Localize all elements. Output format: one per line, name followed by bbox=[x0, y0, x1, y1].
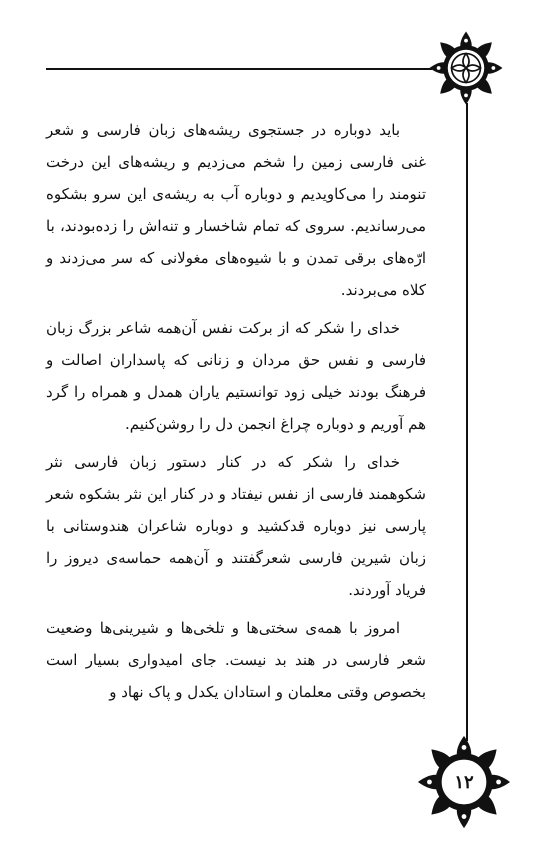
header-rule bbox=[46, 68, 432, 70]
paragraph: باید دوباره در جستجوی ریشه‌های زبان فارسی و شعر غنی فارسی زمین را شخم می‌زدیم و ریشه‌های این درخت تنومند را می‌کاویدیم و دوباره آب به ریشه‌ی این سرو بشکوه می‌رساندیم. سروی که تمام شاخسار و تنه‌اش را زده‌بودند، با ارّه‌های برقی تمدن و با شیوه‌های مغولانی که سر می‌زدند و کلاه می‌بردند. bbox=[46, 121, 426, 299]
margin-rule bbox=[466, 103, 468, 741]
paragraph: امروز با همه‌ی سختی‌ها و تلخی‌ها و شیرینی‌ها وضعیت شعر فارسی در هند بد نیست. جای امیدواری بسیار است بخصوص وقتی معلمان و استادان یکدل و پاک نهاد و bbox=[46, 619, 426, 701]
paragraph: خدای را شکر که از برکت نفس آن‌همه شاعر بزرگ زبان فارسی و نفس حق مردان و زنانی که پاسداران اصالت و فرهنگ بودند خیلی زود توانستیم یاران همدل و همراه را گرد هم آوریم و دوباره چراغ انجمن دل را روشن‌کنیم. bbox=[46, 319, 426, 433]
body-text bbox=[46, 114, 426, 708]
paragraph: خدای را شکر که در کنار دستور زبان فارسی نثر شکوهمند فارسی از نفس نیفتاد و در کنار این نثر بشکوه شعر پارسی نیز دوباره قدکشید و دوباره شاعران هندوستانی با زبان شیرین فارسی شعرگفتند و آن‌همه حماسه‌ی دیروز را فریاد آوردند. bbox=[46, 453, 426, 599]
page-number: ۱۲ bbox=[454, 771, 474, 793]
top-ornament-icon bbox=[428, 30, 504, 106]
